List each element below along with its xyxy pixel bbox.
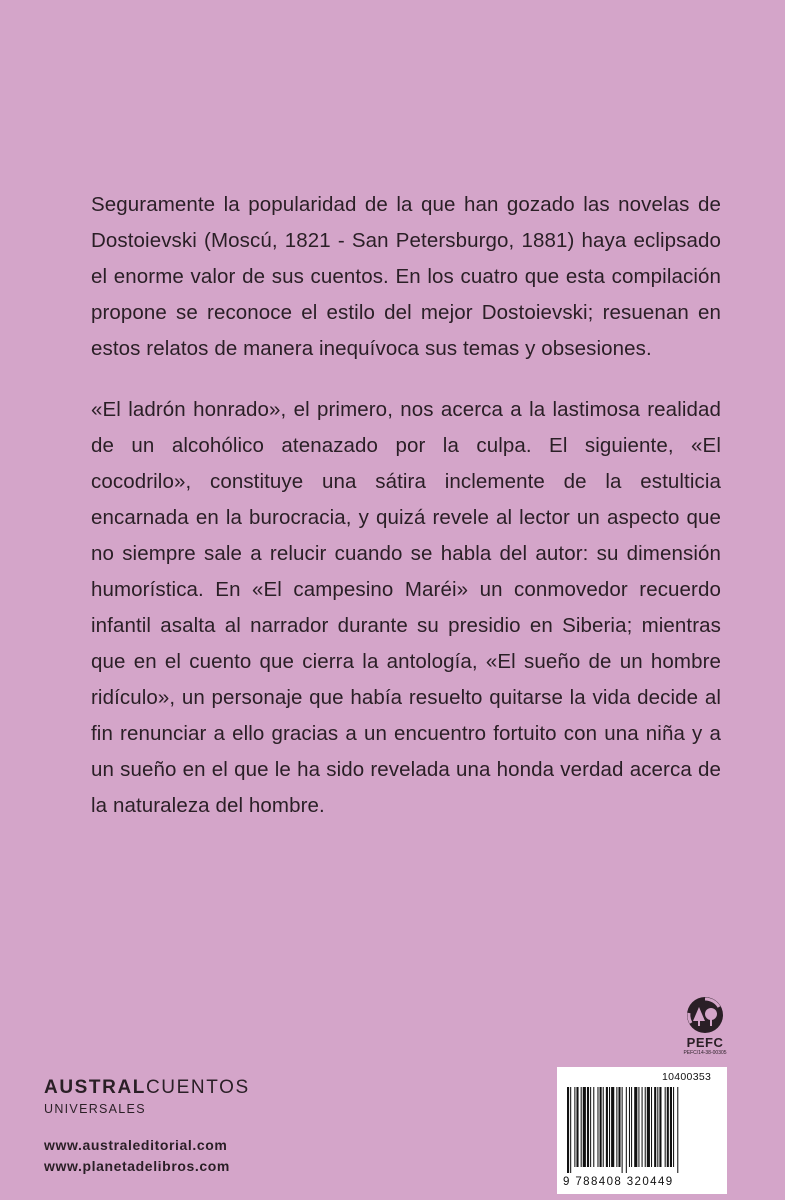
pefc-logo: [680, 995, 730, 1056]
publisher-websites: [44, 1135, 230, 1177]
synopsis: [91, 187, 721, 824]
synopsis-paragraph-2: «El ladrón honrado», el primero, nos acerca a la lastimosa realidad de un alcohólico atenazado por la culpa. El siguiente, «El cocodrilo», constituye una sátira inclemente de la estulticia encarnada en la burocracia, y quizá revele al lector un aspecto que no siempre sale a relucir cuando se habla del autor: su dimensión humorística. En «El campesino Maréi» un conmovedor recuerdo infantil asalta al narrador durante su presidio en Siberia; mientras que en el cuento que cierra la antología, «El sueño de un hombre ridículo», un personaje que había resuelto quitarse la vida decide al fin renunciar a ello gracias a un encuentro fortuito con una niña y a un sueño en el que le ha sido revelada una honda verdad acerca de la naturaleza del hombre.: [91, 398, 721, 817]
brand-name-regular: CUENTOS: [145, 1077, 250, 1098]
publisher-brand: [44, 1077, 250, 1117]
website-link-austral[interactable]: www.australeditorial.com: [44, 1137, 228, 1153]
brand-name-bold: AUSTRAL: [44, 1077, 146, 1098]
brand-collection: UNIVERSALES: [44, 1102, 146, 1116]
pefc-tree-icon: [682, 995, 728, 1035]
website-link-planeta[interactable]: www.planetadelibros.com: [44, 1158, 230, 1174]
brand-title: [44, 1077, 250, 1099]
product-code: 10400353: [662, 1071, 712, 1083]
pefc-label: PEFC: [686, 1035, 724, 1050]
pefc-code: PEFC/14-38-00305: [683, 1050, 727, 1056]
synopsis-paragraph-1: Seguramente la popularidad de la que han gozado las novelas de Dostoievski (Moscú, 1821 - San Petersburgo, 1881) haya eclipsado el enorme valor de sus cuentos. En los cuatro que esta compilación propone se reconoce el estilo del mejor Dostoievski; resuenan en estos relatos de manera inequívoca sus temas y obsesiones.: [91, 193, 721, 360]
barcode-label: [557, 1067, 727, 1194]
isbn-barcode: [567, 1087, 717, 1173]
isbn-digits: 9 788408 320449: [563, 1176, 674, 1188]
